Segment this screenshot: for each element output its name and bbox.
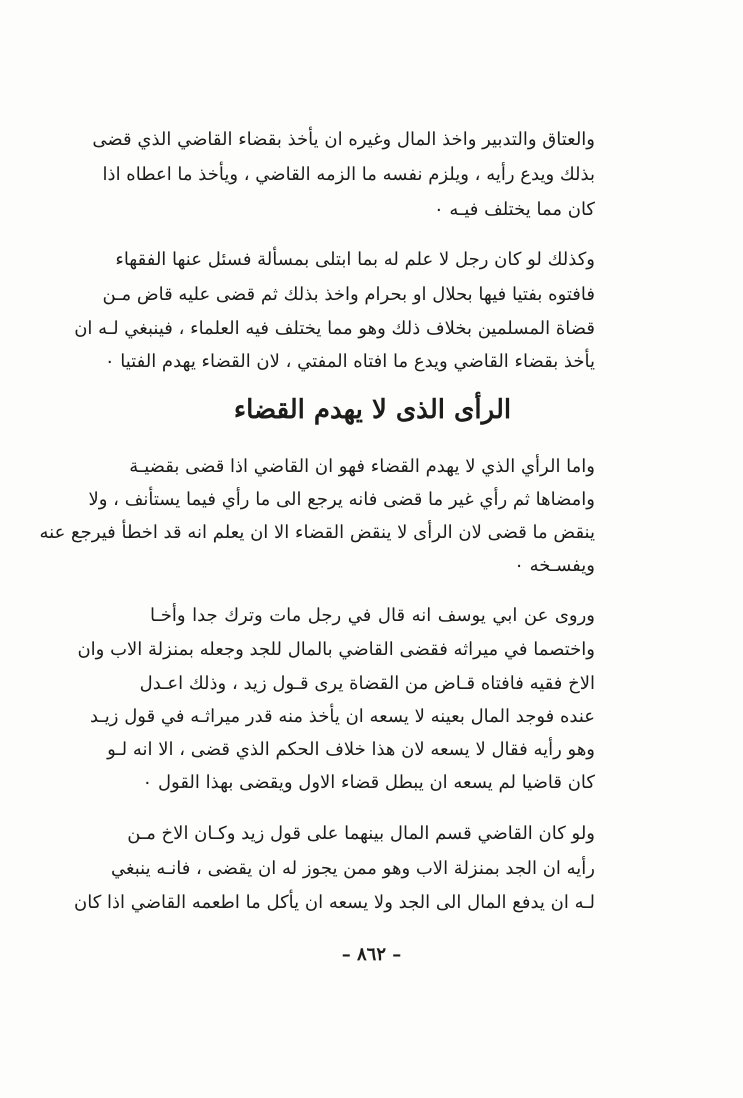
text-line: ويفسـخه ٠ bbox=[514, 555, 595, 576]
text-line: لـه ان يدفع المال الى الجد ولا يسعه ان يأكل ما اطعمه القاضي اذا كان bbox=[74, 892, 595, 913]
text-line: قضاة المسلمين بخلاف ذلك وهو مما يختلف فيه العلماء ، فينبغي لـه ان bbox=[74, 318, 595, 339]
text-line: واما الرأي الذي لا يهدم القضاء فهو ان القاضي اذا قضى بقضيـة bbox=[129, 456, 595, 477]
text-line: وروى عن ابي يوسف انه قال في رجل مات وترك جدا وأخـا bbox=[150, 605, 595, 626]
section-heading: الرأى الذى لا يهدم القضاء bbox=[233, 395, 512, 425]
text-line: كان قاضيا لم يسعه ان يبطل قضاء الاول ويقضى بهذا القول ٠ bbox=[142, 772, 595, 793]
text-line: بذلك ويدع رأيه ، ويلزم نفسه ما الزمه القاضي ، ويأخذ ما اعطاه اذا bbox=[102, 164, 595, 185]
text-line: فافتوه بفتيا فيها بحلال او بحرام واخذ بذلك ثم قضى عليه قاض مـن bbox=[102, 284, 595, 305]
text-line: كان مما يختلف فيـه ٠ bbox=[434, 199, 595, 220]
text-line: ولو كان القاضي قسم المال بينهما على قول زيد وكـان الاخ مـن bbox=[127, 823, 595, 844]
text-line: والعتاق والتدبير واخذ المال وغيره ان يأخذ بقضاء القاضي الذي قضى bbox=[92, 129, 595, 150]
text-line: وهو رأيه فقال لا يسعه لان هذا خلاف الحكم الذي قضى ، الا انه لـو bbox=[107, 739, 595, 760]
text-line: واختصما في ميراثه فقضى القاضي بالمال للجد وجعله بمنزلة الاب وان bbox=[77, 639, 595, 660]
text-line: الاخ فقيه فافتاه قـاض من القضاة يرى قـول زيد ، وذلك اعـدل bbox=[139, 673, 595, 694]
text-line: ينقض ما قضى لان الرأى لا ينقض القضاء الا ان يعلم انه قد اخطأ فيرجع عنه bbox=[39, 522, 595, 543]
text-line: وامضاها ثم رأي غير ما قضى فانه يرجع الى ما رأي فيما يستأنف ، ولا bbox=[88, 489, 595, 510]
text-line: عنده فوجد المال بعينه لا يسعه ان يأخذ منه قدر ميراثـه في قول زيـد bbox=[90, 706, 595, 727]
text-line: وكذلك لو كان رجل لا علم له بما ابتلى بمسألة فسئل عنها الفقهاء bbox=[115, 249, 595, 270]
page-number: – ٨٦٢ – bbox=[341, 944, 402, 965]
text-line: يأخذ بقضاء القاضي ويدع ما افتاه المفتي ، لان القضاء يهدم الفتيا ٠ bbox=[104, 351, 595, 372]
text-line: رأيه ان الجد بمنزلة الاب وهو ممن يجوز له ان يقضى ، فانـه ينبغي bbox=[111, 858, 595, 879]
